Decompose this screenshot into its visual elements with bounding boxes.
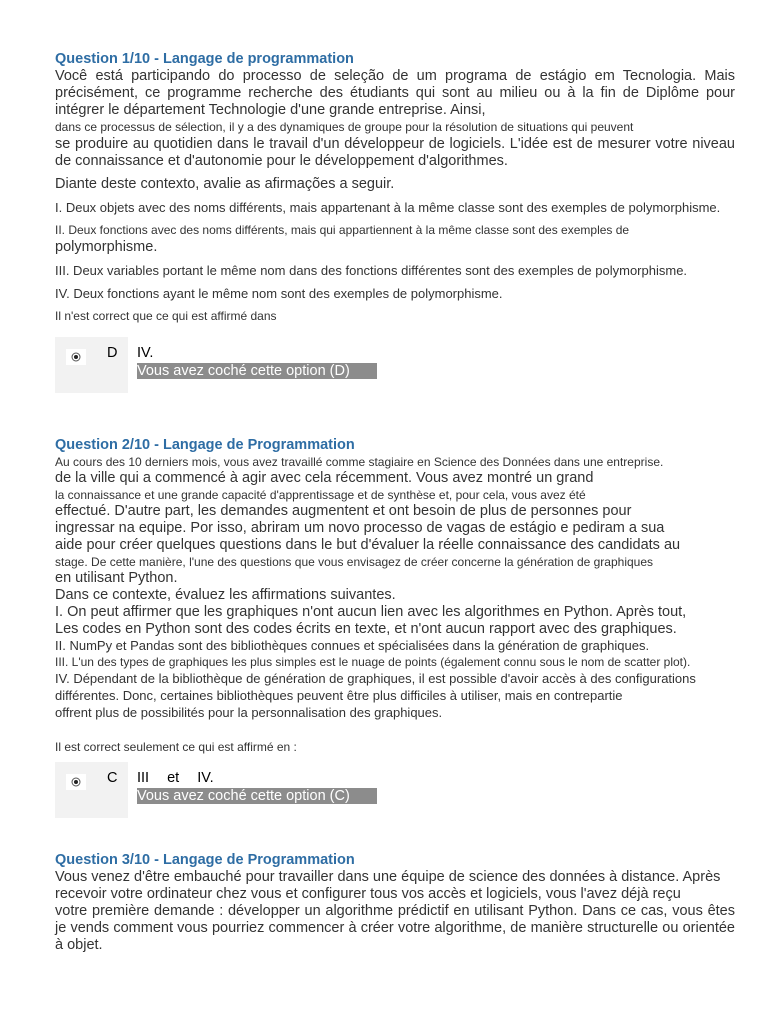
option-letter: D [107,345,118,361]
question-text: Você está participando do processo de seleção de um programa de estágio em Tecnologia. Mais précisément, ce programme recherche des étudiants qui sont au milieu ou à la fin de Diplôme pour intégrer le département Technologie d'une grande entreprise. Ainsi, [55,68,735,118]
statement-iii: III. L'un des types de graphiques les plus simples est le nuage de points (également connu sous le nom de scatter plot). [55,655,691,669]
question-text: se produire au quotidien dans le travail d'un développeur de logiciels. L'idée est de mesurer votre niveau de connaissance et d'autonomie pour le développement d'algorithmes. [55,136,735,169]
question-text: Dans ce contexte, évaluez les affirmations suivantes. [55,587,396,603]
statement-i: I. On peut affirmer que les graphiques n'ont aucun lien avec les algorithmes en Python. Après tout, [55,604,687,620]
question-text: stage. De cette manière, l'une des questions que vous envisagez de créer concerne la génération de graphiques [55,555,654,569]
question-prompt: Il est correct seulement ce qui est affirmé en : [55,740,297,754]
question-text: aide pour créer quelques questions dans le but d'évaluer la réelle connaissance des candidats au [55,537,681,553]
question-body [55,454,735,756]
option-text: III et IV. [137,770,214,786]
statement-iv-cont: offrent plus de possibilités pour la personnalisation des graphiques. [55,705,443,720]
question-prompt: Il n'est correct que ce qui est affirmé dans [55,309,277,323]
question-text: Diante deste contexto, avalie as afirmações a seguir. [55,176,395,192]
question-2 [55,437,735,818]
option-letter: C [107,770,118,786]
checked-option-banner: Vous avez coché cette option (C) [137,788,377,804]
answer-option[interactable] [55,762,350,818]
answer-option[interactable] [55,337,350,393]
question-text: en utilisant Python. [55,570,178,586]
statement-iv: IV. Deux fonctions ayant le même nom sont des exemples de polymorphisme. [55,286,503,301]
radio-checked-icon[interactable] [66,774,86,790]
statement-iv-cont: différentes. Donc, certaines bibliothèques peuvent être plus difficiles à utiliser, mais en contrepartie [55,688,623,703]
question-text: recevoir votre ordinateur chez vous et configurer tous vos accès et logiciels, vous l'avez déjà reçu [55,886,681,902]
statement-ii: II. NumPy et Pandas sont des bibliothèques connues et spécialisées dans la génération de graphiques. [55,638,650,653]
option-text: IV. [137,345,154,361]
statement-i-cont: Les codes en Python sont des codes écrits en texte, et n'ont aucun rapport avec des graphiques. [55,621,677,637]
question-text: dans ce processus de sélection, il y a des dynamiques de groupe pour la résolution de situations qui peuvent [55,120,634,134]
statement-i: I. Deux objets avec des noms différents, mais appartenant à la même classe sont des exemples de polymorphisme. [55,200,721,215]
question-text: votre première demande : développer un algorithme prédictif en utilisant Python. Dans ce cas, vous êtes je vends comment vous pourriez commencer à créer votre algorithme, de manière structurelle ou orientée à objet. [55,903,735,953]
question-body [55,869,735,954]
question-body [55,68,735,325]
statement-ii: II. Deux fonctions avec des noms différents, mais qui appartiennent à la même classe sont des exemples de [55,223,630,237]
statement-iii: III. Deux variables portant le même nom dans des fonctions différentes sont des exemples de polymorphisme. [55,263,688,278]
question-text: Au cours des 10 derniers mois, vous avez travaillé comme stagiaire en Science des Données dans une entreprise. [55,455,664,469]
question-title: Question 3/10 - Langage de Programmation [55,852,355,868]
question-title: Question 1/10 - Langage de programmation [55,51,354,67]
question-1 [55,51,735,393]
question-text: Vous venez d'être embauché pour travailler dans une équipe de science des données à distance. Après [55,869,721,885]
question-text: ingressar na equipe. Por isso, abriram um novo processo de vagas de estágio e pediram a sua [55,520,665,536]
statement-ii-cont: polymorphisme. [55,239,158,255]
question-title: Question 2/10 - Langage de Programmation [55,437,355,453]
checked-option-banner: Vous avez coché cette option (D) [137,363,377,379]
radio-checked-icon[interactable] [66,349,86,365]
question-text: effectué. D'autre part, les demandes augmentent et ont besoin de plus de personnes pour [55,503,632,519]
question-text: la connaissance et une grande capacité d'apprentissage et de synthèse et, pour cela, vous avez été [55,488,586,502]
statement-iv: IV. Dépendant de la bibliothèque de génération de graphiques, il est possible d'avoir accès à des configurations [55,671,696,686]
question-3 [55,852,735,954]
question-text: de la ville qui a commencé à agir avec cela récemment. Vous avez montré un grand [55,470,594,486]
